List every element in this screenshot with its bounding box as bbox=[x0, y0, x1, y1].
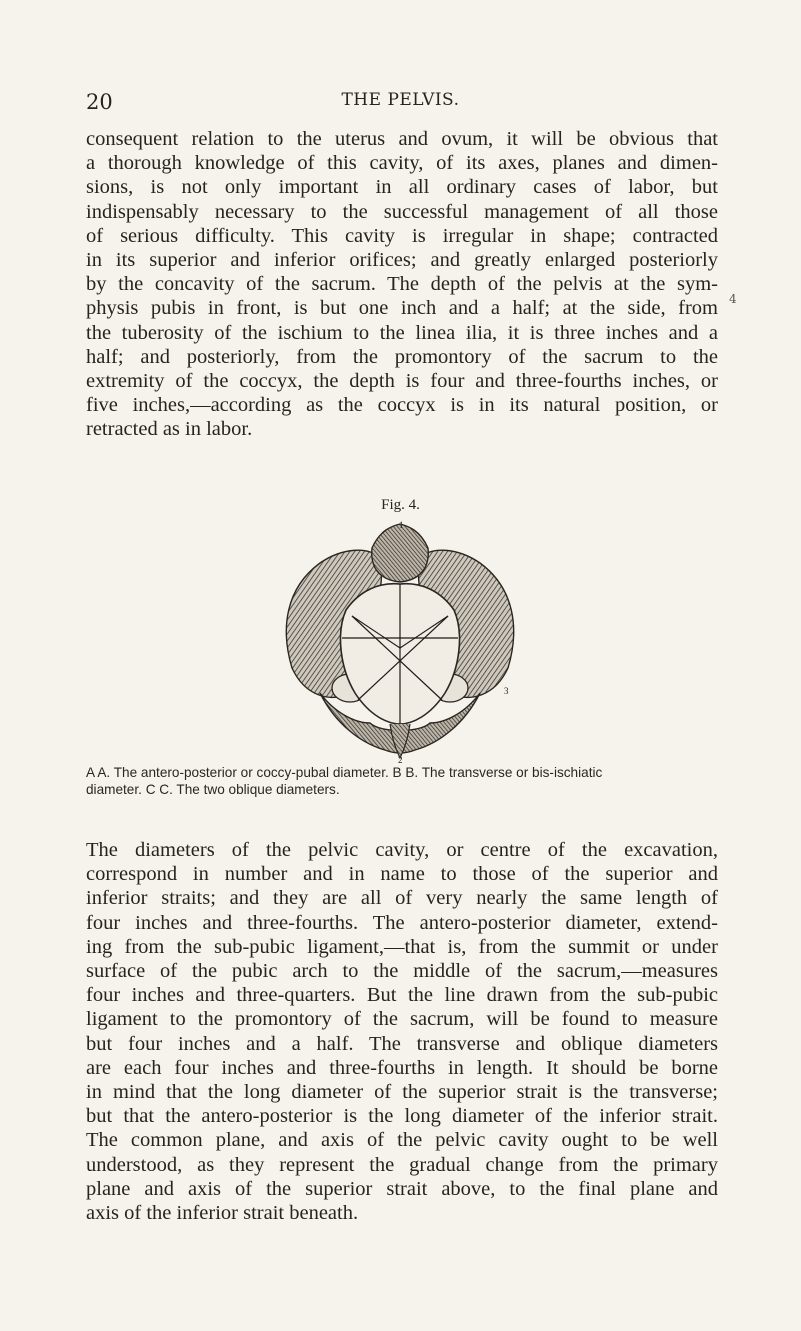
text-line: retracted as in labor. bbox=[86, 418, 253, 441]
text-line: extremity of the coccyx, the depth is four and three-fourths inches, or bbox=[86, 370, 718, 393]
figure-caption bbox=[86, 764, 718, 798]
marker-top: 1 bbox=[399, 520, 404, 530]
text-line: four inches and three-fourths. The antero-posterior diameter, extend- bbox=[86, 911, 718, 934]
text-line: by the concavity of the sacrum. The depth of the pelvis at the sym- bbox=[86, 273, 718, 296]
text-line: but that the antero-posterior is the long diameter of the inferior strait. bbox=[86, 1105, 718, 1128]
margin-mark: 4 bbox=[729, 292, 737, 306]
text-line: but four inches and a half. The transverse and oblique diameters bbox=[86, 1032, 718, 1055]
text-line: in mind that the long diameter of the superior strait is the transverse; bbox=[86, 1081, 718, 1104]
paragraph-diameters bbox=[86, 838, 718, 1225]
paragraph-pelvis-cavity bbox=[86, 127, 718, 442]
text-line: of serious difficulty. This cavity is irregular in shape; contracted bbox=[86, 224, 718, 247]
text-line: ing from the sub-pubic ligament,—that is, from the summit or under bbox=[86, 935, 718, 958]
text-line: indispensably necessary to the successful management of all those bbox=[86, 200, 718, 223]
text-line: physis pubis in front, is but one inch and a half; at the side, from bbox=[86, 297, 718, 320]
text-line: five inches,—according as the coccyx is in its natural position, or bbox=[86, 394, 718, 417]
caption-line: diameter. C C. The two oblique diameters. bbox=[86, 782, 340, 797]
text-line: a thorough knowledge of this cavity, of its axes, planes and dimen- bbox=[86, 152, 718, 175]
text-line: in its superior and inferior orifices; and greatly enlarged posteriorly bbox=[86, 249, 718, 272]
text-line: plane and axis of the superior strait above, to the final plane and bbox=[86, 1177, 718, 1200]
running-title: THE PELVIS. bbox=[341, 90, 460, 110]
text-line: inferior straits; and they are all of very nearly the same length of bbox=[86, 887, 718, 910]
page-number: 20 bbox=[86, 90, 113, 114]
caption-line: A A. The antero-posterior or coccy-pubal diameter. B B. The transverse or bis-ischiatic bbox=[86, 765, 603, 780]
figure-label: Fig. 4. bbox=[381, 497, 420, 513]
text-line: understood, as they represent the gradual change from the primary bbox=[86, 1153, 718, 1176]
page-header bbox=[0, 90, 801, 120]
text-line: are each four inches and three-fourths in length. It should be borne bbox=[86, 1056, 718, 1079]
text-line: ligament to the promontory of the sacrum, will be found to measure bbox=[86, 1008, 718, 1031]
text-line: surface of the pubic arch to the middle of the sacrum,—measures bbox=[86, 960, 718, 983]
text-line: sions, is not only important in all ordinary cases of labor, but bbox=[86, 176, 718, 199]
text-line: The common plane, and axis of the pelvic cavity ought to be well bbox=[86, 1129, 718, 1152]
pelvis-figure bbox=[280, 518, 520, 763]
text-line: The diameters of the pelvic cavity, or centre of the excavation, bbox=[86, 839, 718, 861]
text-line: the tuberosity of the ischium to the linea ilia, it is three inches and a bbox=[86, 321, 718, 344]
marker-right: 3 bbox=[504, 686, 509, 696]
text-line: consequent relation to the uterus and ovum, it will be obvious that bbox=[86, 128, 718, 150]
marker-bottom: 2 bbox=[398, 755, 403, 763]
text-line: axis of the inferior strait beneath. bbox=[86, 1202, 359, 1225]
text-line: correspond in number and in name to those of the superior and bbox=[86, 863, 718, 886]
text-line: four inches and three-quarters. But the line drawn from the sub-pubic bbox=[86, 984, 718, 1007]
pelvis-illustration bbox=[280, 518, 520, 763]
text-line: half; and posteriorly, from the promontory of the sacrum to the bbox=[86, 345, 718, 368]
